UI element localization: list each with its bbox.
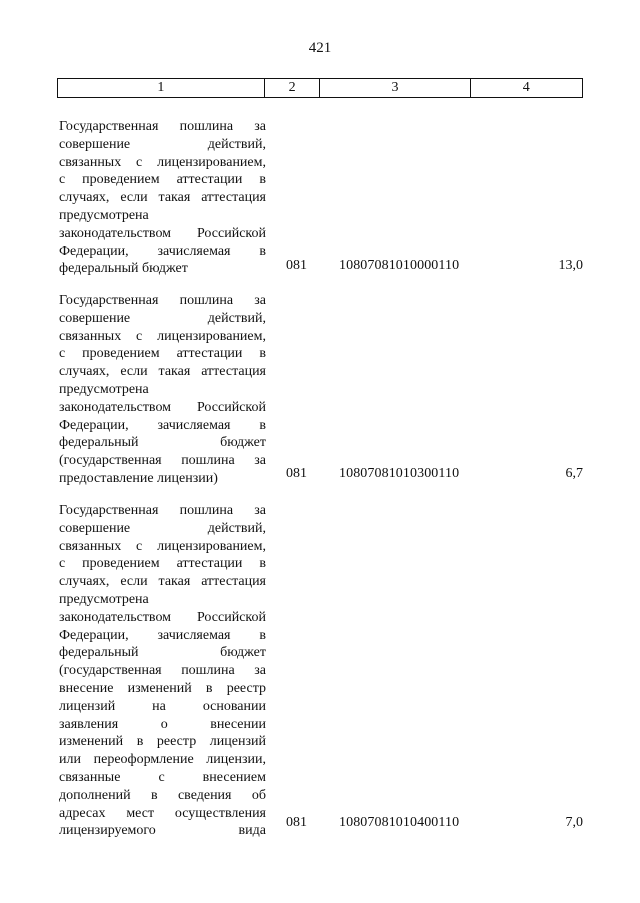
description-line: совершение действий, (59, 310, 266, 326)
column-header-3: 3 (320, 79, 470, 98)
description-line: законодательством Российской (59, 399, 266, 415)
description-line: (государственная пошлина за (59, 453, 266, 469)
description-line: Федерации, зачисляемая в (59, 243, 266, 259)
description-line: законодательством Российской (59, 609, 266, 625)
description-line: (государственная пошлина за (59, 663, 266, 679)
admin-code: 081 (286, 815, 307, 830)
description-line: федеральный бюджет (59, 261, 188, 277)
description-line: Государственная пошлина за (59, 293, 266, 308)
amount-value: 13,0 (558, 258, 583, 273)
column-header-table (57, 78, 583, 98)
row-description (59, 292, 266, 488)
description-line: связанные с внесением (59, 769, 266, 785)
kbk-code: 10807081010300110 (339, 466, 460, 481)
description-line: связанных с лицензированием, (59, 328, 266, 344)
description-line: Государственная пошлина за (59, 119, 266, 134)
description-line: совершение действий, (59, 136, 266, 152)
amount-value: 7,0 (565, 815, 583, 830)
description-line: связанных с лицензированием, (59, 154, 266, 170)
description-line: случаях, если такая аттестация (59, 364, 266, 380)
row-description (59, 502, 266, 840)
description-line: с проведением аттестации в (59, 172, 266, 188)
description-line: предусмотрена (59, 591, 149, 607)
description-line: связанных с лицензированием, (59, 538, 266, 554)
column-header-2: 2 (264, 79, 320, 98)
description-line: лицензий на основании (59, 698, 266, 714)
row-description (59, 118, 266, 278)
description-line: с проведением аттестации в (59, 346, 266, 362)
description-line: предусмотрена (59, 381, 149, 397)
description-line: предоставление лицензии) (59, 470, 218, 486)
description-line: случаях, если такая аттестация (59, 190, 266, 206)
description-line: Федерации, зачисляемая в (59, 627, 266, 643)
page-number: 421 (308, 40, 332, 56)
description-line: Федерации, зачисляемая в (59, 417, 266, 433)
description-line: или переоформление лицензии, (59, 752, 266, 768)
column-header-1: 1 (58, 79, 265, 98)
description-line: внесение изменений в реестр (59, 680, 266, 696)
description-line: случаях, если такая аттестация (59, 574, 266, 590)
amount-value: 6,7 (565, 466, 583, 481)
column-header-4: 4 (470, 79, 582, 98)
description-line: федеральный бюджет (59, 435, 266, 451)
description-line: законодательством Российской (59, 225, 266, 241)
description-line: лицензируемого вида (59, 823, 266, 839)
description-line: с проведением аттестации в (59, 556, 266, 572)
column-header-row (58, 79, 583, 98)
description-line: изменений в реестр лицензий (59, 734, 266, 750)
description-line: Государственная пошлина за (59, 503, 266, 518)
description-line: дополнений в сведения об (59, 787, 266, 803)
admin-code: 081 (286, 466, 307, 481)
description-line: предусмотрена (59, 207, 149, 223)
description-line: адресах мест осуществления (59, 805, 266, 821)
description-line: совершение действий, (59, 520, 266, 536)
description-line: заявления о внесении (59, 716, 266, 732)
kbk-code: 10807081010000110 (339, 258, 460, 273)
kbk-code: 10807081010400110 (339, 815, 460, 830)
admin-code: 081 (286, 258, 307, 273)
description-line: федеральный бюджет (59, 645, 266, 661)
